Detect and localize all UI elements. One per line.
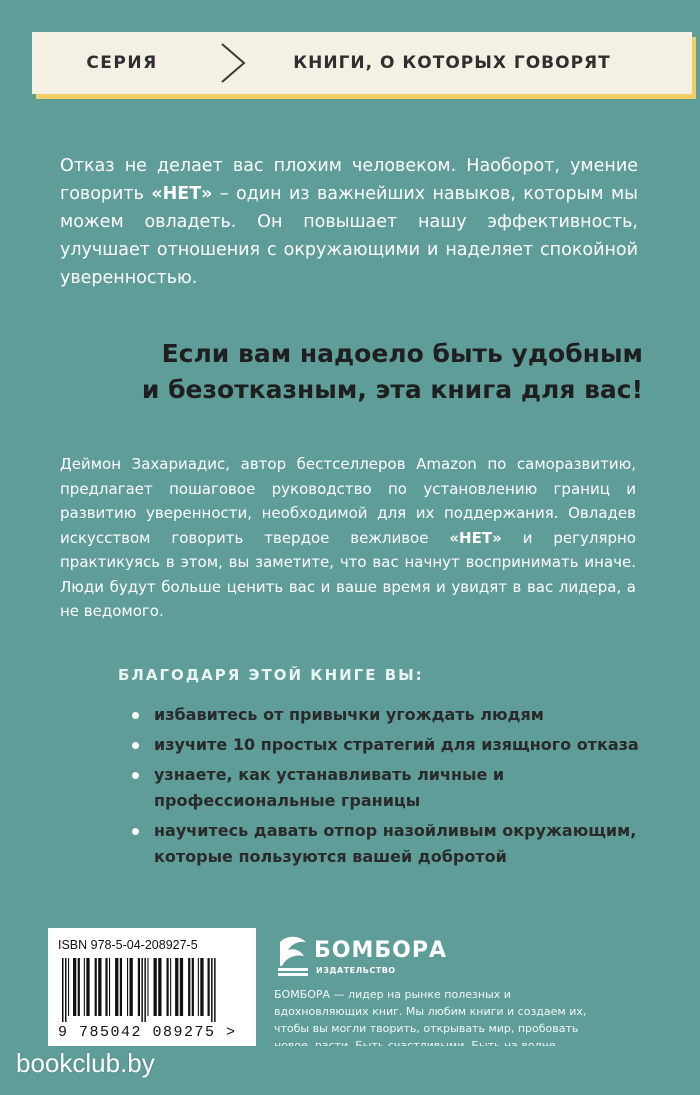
benefits-title: БЛАГОДАРЯ ЭТОЙ КНИГЕ ВЫ: bbox=[118, 666, 424, 684]
watermark-text: bookclub.by bbox=[16, 1048, 155, 1078]
barcode-block bbox=[48, 928, 256, 1046]
headline-line-2: и безотказным, эта книга для вас! bbox=[141, 375, 643, 404]
body-text-1: Деймон Захариадис, автор бестселлеров Amazon по саморазвитию, предлагает пошаговое руководство по установлению границ и развитию уверенности, необходимой для их поддержания. Овладев искусством говорить твердое вежливое bbox=[60, 455, 636, 547]
isbn-label: ISBN 978-5-04-208927-5 bbox=[58, 938, 198, 952]
intro-paragraph bbox=[60, 152, 638, 292]
barcode-number: 9 785042 089275 > bbox=[58, 1024, 237, 1041]
publisher-description: БОМБОРА — лидер на рынке полезных и вдохновляющих книг. Мы любим книги и создаем их, чтобы вы могли творить, открывать мир, пробовать bbox=[274, 988, 587, 1035]
barcode-icon bbox=[58, 958, 248, 1022]
intro-text-1: Отказ не делает вас плохим человеком. Наоборот, умение говорить bbox=[60, 156, 638, 204]
headline bbox=[95, 336, 643, 408]
series-name: КНИГИ, О КОТОРЫХ ГОВОРЯТ bbox=[293, 53, 611, 73]
list-item: научитесь давать отпор назойливым окружающим, которые пользуются вашей добротой bbox=[130, 818, 650, 870]
headline-line-1: Если вам надоело быть удобным bbox=[161, 339, 643, 368]
intro-text-2: – один из важнейших навыков, которым мы можем овладеть. Он повышает нашу эффективность, улучшает отношения с окружающими и наделяет спокойной уверенностью. bbox=[60, 184, 639, 288]
intro-net-emphasis: «НЕТ» bbox=[151, 184, 213, 204]
series-label: СЕРИЯ bbox=[86, 53, 158, 73]
chevron-right-icon bbox=[212, 38, 252, 88]
publisher-subtitle: ИЗДАТЕЛЬСТВО bbox=[316, 966, 396, 975]
body-paragraph bbox=[60, 452, 636, 624]
list-item: узнаете, как устанавливать личные и профессиональные границы bbox=[130, 762, 650, 814]
list-item: изучите 10 простых стратегий для изящного отказа bbox=[130, 732, 650, 758]
publisher-name: БОМБОРА bbox=[314, 938, 447, 963]
series-banner bbox=[32, 32, 692, 94]
body-net-emphasis: «НЕТ» bbox=[449, 528, 502, 547]
benefits-list bbox=[130, 702, 650, 874]
list-item: избавитесь от привычки угождать людям bbox=[130, 702, 650, 728]
body-text-2: и регулярно практикуясь в этом, вы заметите, что вас начнут воспринимать иначе. Люди будут больше ценить вас и ваше время и увидят в вас лидера, а не ведомого. bbox=[60, 528, 636, 620]
